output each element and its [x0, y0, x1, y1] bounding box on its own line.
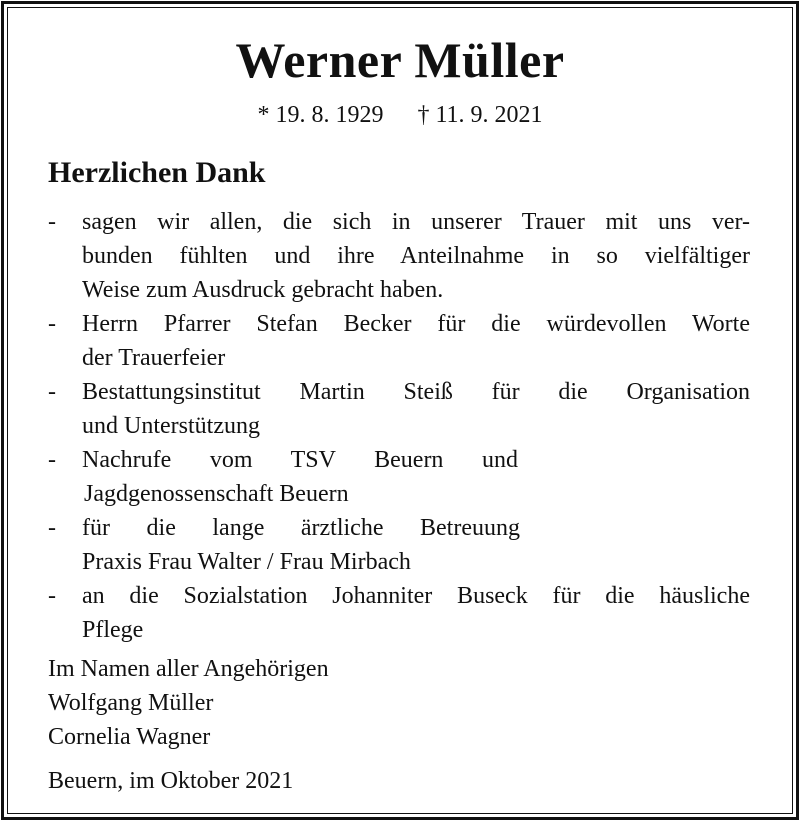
- list-item-line: Pflege: [82, 617, 144, 643]
- list-item-line: Praxis Frau Walter / Frau Mirbach: [82, 549, 411, 575]
- dash-bullet: -: [48, 209, 56, 235]
- thanks-heading: Herzlichen Dank: [48, 156, 266, 189]
- list-item-line: Bestattungsinstitut Martin Steiß für die Organisation: [82, 379, 750, 405]
- list-item-line: sagen wir allen, die sich in unserer Trauer mit uns ver-: [82, 209, 750, 235]
- list-item: [48, 579, 750, 647]
- signoff-name: Wolfgang Müller: [48, 690, 214, 716]
- signoff-block: [48, 652, 329, 754]
- signoff-name: Cornelia Wagner: [48, 724, 211, 750]
- list-item: [48, 307, 750, 375]
- dash-bullet: -: [48, 379, 56, 405]
- list-item-line: Herrn Pfarrer Stefan Becker für die würdevollen Worte: [82, 311, 750, 337]
- life-dates: [0, 100, 800, 130]
- list-item-line: Weise zum Ausdruck gebracht haben.: [82, 277, 444, 303]
- list-item-line: Jagdgenossenschaft Beuern: [84, 481, 349, 507]
- list-item-line: und Unterstützung: [82, 413, 260, 439]
- list-item: [48, 443, 750, 511]
- list-item: [48, 511, 750, 579]
- thanks-list: [48, 205, 750, 647]
- list-item-line: der Trauerfeier: [82, 345, 226, 371]
- deceased-name: Werner Müller: [235, 32, 565, 88]
- dash-bullet: -: [48, 583, 56, 609]
- death-date: † 11. 9. 2021: [417, 102, 543, 128]
- list-item: [48, 205, 750, 307]
- list-item-line: für die lange ärztliche Betreuung: [82, 515, 520, 541]
- list-item-line: an die Sozialstation Johanniter Buseck für die häusliche: [82, 583, 750, 609]
- birth-date: * 19. 8. 1929: [257, 102, 384, 128]
- signoff-line: Im Namen aller Angehörigen: [48, 656, 329, 682]
- dash-bullet: -: [48, 311, 56, 337]
- list-item-line: bunden fühlten und ihre Anteilnahme in so vielfältiger: [82, 243, 750, 269]
- dash-bullet: -: [48, 515, 56, 541]
- place-date: Beuern, im Oktober 2021: [48, 768, 294, 794]
- list-item: [48, 375, 750, 443]
- list-item-line: Nachrufe vom TSV Beuern und: [82, 447, 518, 473]
- dash-bullet: -: [48, 447, 56, 473]
